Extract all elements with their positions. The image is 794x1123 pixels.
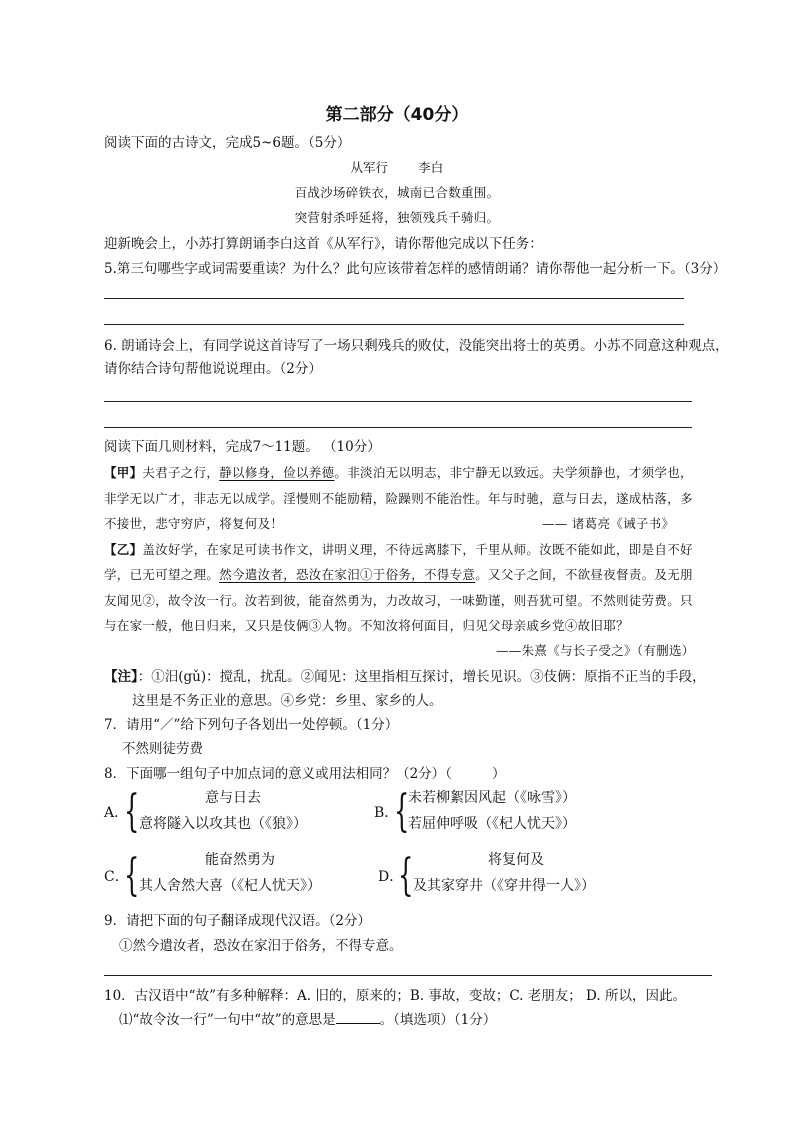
- poem-line-1: 百战沙场碎铁衣，城南已合数重围。: [294, 185, 500, 200]
- notes-line-1: [104, 668, 706, 686]
- option-d-s1: 将复何及: [488, 852, 544, 868]
- passage-yi-source: ——朱熹《与长子受之》（有删选）: [496, 643, 695, 658]
- option-d-s2: 及其家穿井（《穿井得一人》）: [413, 878, 595, 894]
- jia-text-b: 。非淡泊无以明志，非宁静无以致远。夫学须静也，才须学也，: [334, 465, 693, 480]
- passage-jia-line-3: 不接世，悲守穷庐，将复何及！: [104, 516, 284, 531]
- jia-underlined: 静以修身，俭以养德: [219, 465, 335, 480]
- option-b-s1: 未若柳絮因风起（《咏雪》）: [408, 790, 576, 806]
- question-9: 9．请把下面的句子翻译成现代汉语。（2分）: [104, 913, 371, 929]
- passage-yi-line-4: 与在家一般，他日归来，又只是伎俩③人物。不知汝将何面目，归见父母亲戚乡党④故旧耶？: [104, 618, 629, 633]
- answer-blank-10-1[interactable]: [336, 1011, 380, 1024]
- poem-heading: [0, 159, 794, 177]
- question-6-line-1: 6. 朗诵诗会上，有同学说这首诗写了一场只剩残兵的败仗，没能突出将士的英勇。小苏不同意这种观点，: [104, 338, 729, 354]
- question-7-sentence: 不然则徒劳费: [122, 741, 203, 757]
- answer-line-5b[interactable]: [104, 324, 684, 325]
- passage-jia-tag: 【甲】: [104, 465, 143, 480]
- question-10-sub-1: [119, 1011, 496, 1029]
- yi-text-2a: 学，已无可望之理。: [104, 567, 220, 582]
- passage-yi-line-3: 友闻见②，故令汝一行。汝若到彼，能奋然勇为，力改故习，一味勤谨，则吾犹可望。不然则徒劳费。只: [104, 593, 693, 608]
- passage-yi-line-2: [104, 566, 693, 584]
- yi-text-2b: 。又父子之间，不欲昼夜督责。及无朋: [475, 567, 693, 582]
- option-b-brace: {: [394, 786, 410, 837]
- poem-line-2: 突营射杀呼延将，独领残兵千骑归。: [294, 210, 500, 225]
- question-8-close: ）: [491, 766, 506, 782]
- option-a-s1: 意与日去: [205, 790, 261, 806]
- option-d-brace: {: [398, 850, 414, 901]
- passage-yi-tag: 【乙】: [104, 542, 143, 557]
- question-8: [104, 765, 505, 783]
- answer-line-5a[interactable]: [104, 298, 684, 299]
- answer-line-9[interactable]: [104, 975, 712, 976]
- poem-intro: 阅读下面的古诗文，完成5~6题。（5分）: [104, 135, 351, 151]
- question-7: 7．请用“／”给下列句子各划出一处停顿。（1分）: [104, 717, 399, 733]
- option-c-label: C．: [104, 869, 129, 885]
- poem-title: 从军行: [350, 160, 388, 175]
- option-c-s2: 其人舍然大喜（《杞人忧天》）: [139, 878, 321, 894]
- option-d-label: D．: [378, 869, 404, 885]
- notes-line-2: 这里是不务正业的意思。④乡党：乡里、家乡的人。: [132, 693, 443, 709]
- passage-jia-source: —— 诸葛亮《诫子书》: [542, 516, 675, 531]
- notes-tag: 【注】: [104, 669, 138, 685]
- question-10-sub-1-text: ⑴“故令汝一行”一句中“故”的意思是: [119, 1012, 336, 1028]
- question-10: 10．古汉语中“故”有多种解释：A. 旧的，原来的；B. 事故，变故；C. 老朋友； D. 所以，因此。: [104, 988, 686, 1004]
- answer-line-6b[interactable]: [104, 427, 692, 428]
- question-5: 5.第三句哪些字或词需要重读？为什么？此句应该带着怎样的感情朗诵？请你帮他一起分析一下。（3分）: [104, 261, 727, 277]
- passage-intro: 阅读下面几则材料，完成7～11题。 （10分）: [104, 439, 381, 455]
- yi-text-1: 盖汝好学，在家足可读书作文，讲明义理，不待远离膝下，千里从师。汝既不能如此，即是自不好: [142, 542, 693, 557]
- task-intro: 迎新晚会上，小苏打算朗诵李白这首《从军行》，请你帮他完成以下任务：: [104, 236, 543, 252]
- question-10-sub-1-tail: 。（填选项）（1分）: [379, 1012, 497, 1028]
- passage-jia-line-1: [104, 464, 693, 482]
- passage-yi-line-1: [104, 541, 693, 559]
- poem-author: 李白: [417, 160, 444, 175]
- option-a-label: A．: [104, 805, 129, 821]
- option-c-s1: 能奋然勇为: [205, 852, 275, 868]
- question-6-line-2: 请你结合诗句帮他说说理由。（2分）: [104, 361, 322, 377]
- option-b-s2: 若屈伸呼吸（《杞人忧天》）: [408, 816, 576, 832]
- passage-jia-line-2: 非学无以广才，非志无以成学。淫慢则不能励精，险躁则不能治性。年与时驰，意与日去，遂成枯落，多: [104, 491, 693, 506]
- option-c-brace: {: [124, 850, 140, 901]
- question-8-stem: 8．下面哪一组句子中加点词的意义或用法相同？（2分）（: [104, 766, 452, 782]
- option-a-s2: 意将隧入以攻其也（《狼》）: [139, 816, 307, 832]
- yi-underlined: 然今遣汝者，恐汝在家汨①于俗务，不得专意: [219, 567, 476, 582]
- jia-text-a: 夫君子之行，: [142, 465, 220, 480]
- question-9-item: ①然今遣汝者，恐汝在家汨于俗务，不得专意。: [119, 938, 403, 954]
- section-title: 第二部分（40分）: [325, 105, 469, 125]
- notes-text-1: ：①汨(gǔ)：搅乱，扰乱。②闻见：这里指相互探讨，增长见识。③伎俩：原指不正当的手段，: [137, 669, 706, 685]
- answer-line-6a[interactable]: [104, 401, 692, 402]
- option-b-label: B．: [374, 805, 399, 821]
- option-a-brace: {: [124, 786, 140, 837]
